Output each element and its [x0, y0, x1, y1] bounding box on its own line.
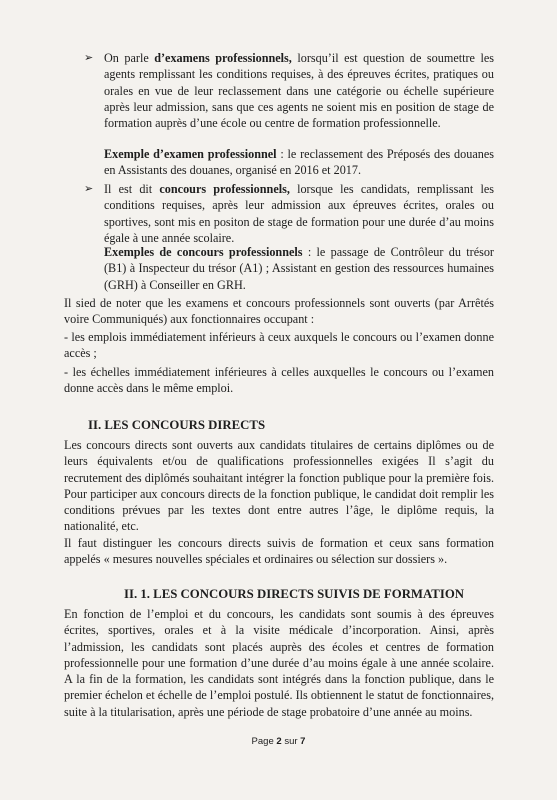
paragraph-concours-directs: Les concours directs sont ouverts aux candidats titulaires de certains diplômes ou de leurs équivalents et/ou de qualifications professionnelles exigées Il s’agit du recrutement des diplômés souhaitant intégrer la fonction publique pour la première fois. Pour participer aux concours directs de la fonction publique, le candidat doit remplir les conditions prévues par les textes dont entre autres l’âge, le diplôme requis, la nationalité, etc. — [64, 438, 494, 534]
bullet-concours-professionnels — [84, 181, 494, 246]
bullet-examens-professionnels — [84, 50, 494, 131]
section-heading-suivis-de-formation: II. 1. LES CONCOURS DIRECTS SUIVIS DE FORMATION — [124, 587, 465, 601]
example-examen-professionnel: Exemple d’examen professionnel : le reclassement des Préposés des douanes en Assistants des douanes, organisé en 2016 et 2017. — [104, 147, 494, 178]
list-item-emplois: - les emplois immédiatement inférieurs à ceux auxquels le concours ou l’examen donne accès ; — [64, 330, 494, 361]
paragraph-distinguer: Il faut distinguer les concours directs suivis de formation et ceux sans formation appelés « mesures nouvelles spéciales et ordinaires ou sélection sur dossiers ». — [64, 536, 494, 567]
example-label: Exemple d’examen professionnel — [104, 147, 277, 161]
page-number: Page 2 sur 7 — [251, 736, 306, 747]
example-concours-professionnels: Exemples de concours professionnels : le passage de Contrôleur du trésor (B1) à Inspecteur du trésor (A1) ; Assistant en gestion des ressources humaines (GRH) à Conseiller en GRH. — [104, 245, 494, 292]
arrow-bullet-icon: ➢ — [84, 183, 94, 195]
arrow-bullet-icon: ➢ — [84, 52, 94, 64]
list-item-echelles: - les échelles immédiatement inférieures à celles auxquelles le concours ou l’examen donne accès dans le même emploi. — [64, 365, 494, 396]
bold-term: concours professionnels, — [159, 182, 290, 196]
paragraph-il-sied: Il sied de noter que les examens et concours professionnels sont ouverts (par Arrêtés voire Communiqués) aux fonctionnaires occupant : — [64, 296, 494, 327]
paragraph-formation: En fonction de l’emploi et du concours, les candidats sont soumis à des épreuves écrites, sportives, orales et à la visite médicale d’incorporation. Ainsi, après l’admission, les candidats sont placés auprès des écoles et centres de formation professionnelle pour une formation d’une durée d’au moins égale à une année scolaire. A la fin de la formation, les candidats sont intégrés dans la fonction publique, dans le premier échelon et échelle de l’emploi postulé. Ils obtiennent le statut de fonctionnaires, suite à la titularisation, après une période de stage probatoire d’une année au moins. — [64, 607, 494, 719]
bullet-text: Il est dit concours professionnels, lorsque les candidats, remplissant les conditions requises, après leur admission aux épreuves écrites, orales ou sportives, sont mis en positon de stage de formation pour une durée d’au moins égale à une année scolaire. — [104, 182, 494, 245]
section-heading-concours-directs: II. LES CONCOURS DIRECTS — [88, 418, 266, 432]
bold-term: d’examens professionnels, — [154, 51, 292, 65]
example-label: Exemples de concours professionnels — [104, 245, 303, 259]
bullet-text: On parle d’examens professionnels, lorsqu’il est question de soumettre les agents remplissant les conditions requises, à des épreuves écrites, pratiques ou orales en vue de leur reclassement dans une catégorie ou échelle supérieure après leur admission, sans que ces agents ne soient mis en position de stage de formation auprès d’une école ou centre de formation professionnelle. — [104, 51, 494, 131]
